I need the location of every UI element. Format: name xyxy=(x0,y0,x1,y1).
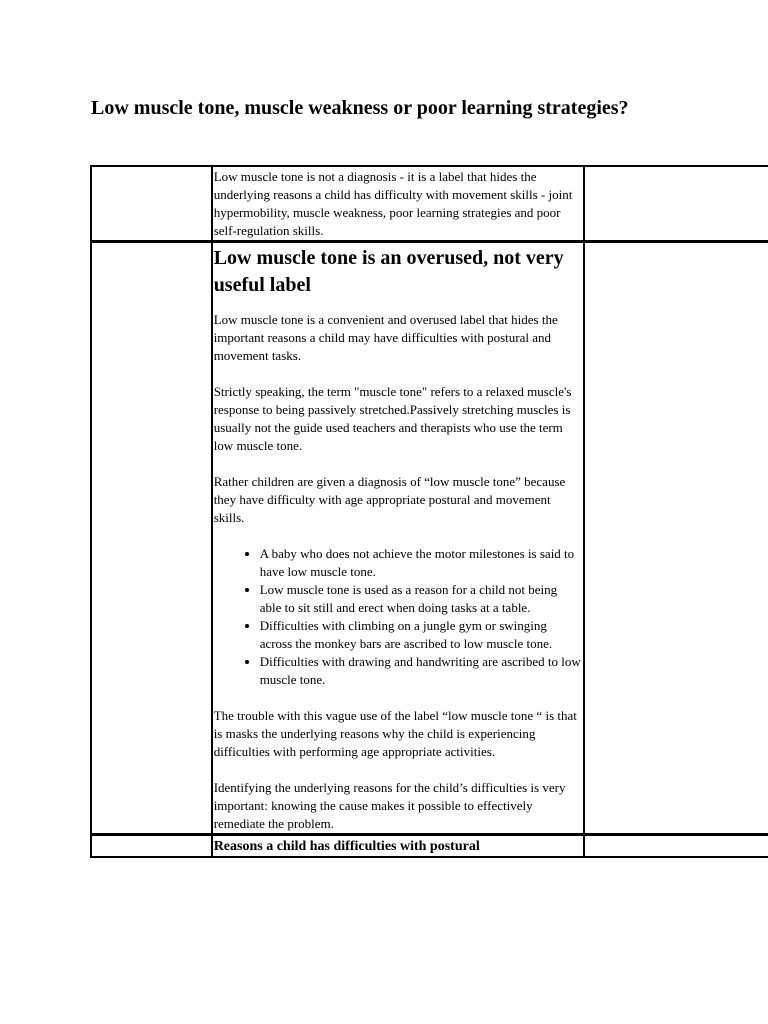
table-cell-left xyxy=(91,241,212,834)
list-item: • Difficulties with climbing on a jungle gym or swinging across the monkey bars are ascribed to low muscle tone. xyxy=(260,617,582,653)
document-title: Low muscle tone, muscle weakness or poor learning strategies? xyxy=(91,97,629,119)
list-item: • Difficulties with drawing and handwriting are ascribed to low muscle tone. xyxy=(260,653,582,689)
paragraph: The trouble with this vague use of the label “low muscle tone “ is that is masks the underlying reasons why the child is experiencing difficulties with performing age appropriate activities. xyxy=(213,708,577,759)
table-row xyxy=(91,834,768,857)
list-item: • A baby who does not achieve the motor milestones is said to have low muscle tone. xyxy=(260,545,582,581)
section-heading: Low muscle tone is an overused, not very useful label xyxy=(213,247,564,296)
subsection-heading: Reasons a child has difficulties with postural xyxy=(213,839,480,854)
table-row xyxy=(91,241,768,834)
table-cell-right xyxy=(584,241,768,834)
paragraph: Low muscle tone is a convenient and overused label that hides the important reasons a child may have difficulties with postural and movement tasks. xyxy=(213,312,558,363)
summary-cell xyxy=(212,166,584,241)
main-content-cell xyxy=(212,241,584,834)
subsection-cell xyxy=(212,834,584,857)
paragraph: Rather children are given a diagnosis of “low muscle tone” because they have difficulty with age appropriate postural and movement skills. xyxy=(213,474,566,525)
table-cell-right xyxy=(584,166,768,241)
paragraph: Identifying the underlying reasons for the child’s difficulties is very important: knowing the cause makes it possible to effectively remediate the problem. xyxy=(213,780,566,831)
paragraph: Strictly speaking, the term "muscle tone" refers to a relaxed muscle's response to being passively stretched.Passively stretching muscles is usually not the guide used teachers and therapists who use the term low muscle tone. xyxy=(213,384,572,453)
content-table xyxy=(90,165,768,858)
summary-text: Low muscle tone is not a diagnosis - it is a label that hides the underlying reasons a child has difficulty with movement skills - joint hypermobility, muscle weakness, poor learning strategies and poor self-regulation skills. xyxy=(213,169,573,238)
table-cell-left xyxy=(91,834,212,857)
table-row xyxy=(91,166,768,241)
list-item: • Low muscle tone is used as a reason for a child not being able to sit still and erect when doing tasks at a table. xyxy=(260,581,582,617)
table-cell-right xyxy=(584,834,768,857)
table-cell-left xyxy=(91,166,212,241)
bullet-list xyxy=(214,545,582,689)
